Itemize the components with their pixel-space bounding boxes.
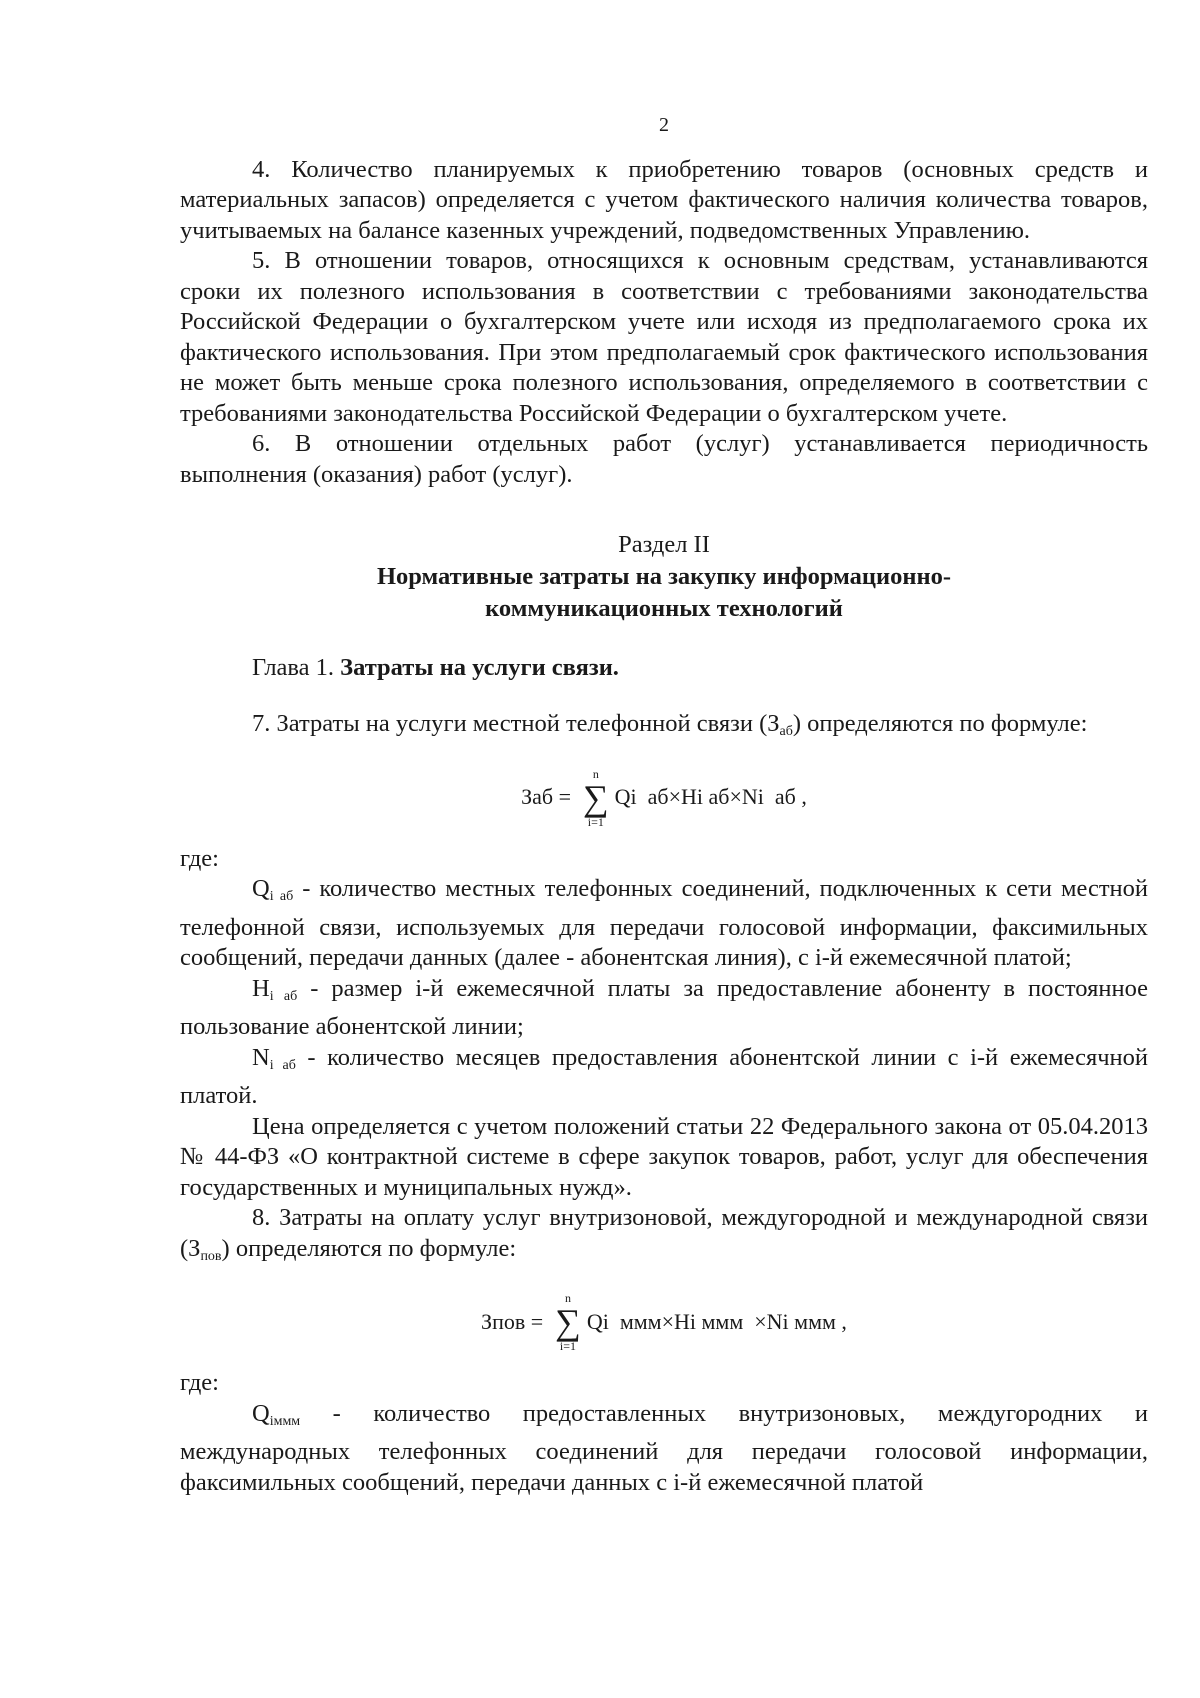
price-paragraph: Цена определяется с учетом положений статьи 22 Федерального закона от 05.04.2013 № 44-ФЗ «О контрактной системе в сфере закупок товаров, работ, услуг для обеспечения государственных и муниципальных нужд».: [180, 1112, 1148, 1201]
definition-q-ab: [180, 874, 1148, 974]
definition-q-mmm: [180, 1399, 1148, 1499]
definition-symbol: H: [252, 974, 270, 1002]
chapter-title: Затраты на услуги связи.: [340, 653, 619, 681]
paragraph-7-text-before: 7. Затраты на услуги местной телефонной связи (З: [252, 710, 780, 737]
formula-1-lhs: Заб =: [521, 784, 571, 810]
definition-subscript: i аб: [269, 889, 294, 904]
formula-long-distance-telephony: [180, 1276, 1148, 1368]
definition-subscript: i аб: [269, 988, 298, 1004]
summation-icon: n ∑ i=1: [555, 1291, 581, 1353]
section-title-line-1: Нормативные затраты на закупку информационно-: [376, 562, 952, 590]
definition-text: - размер i-й ежемесячной платы за предоставление абоненту в постоянное пользование абонентской линии;: [180, 974, 1148, 1040]
where-label-2: где:: [180, 1369, 219, 1396]
section-heading: [180, 530, 1148, 625]
definition-text: - количество местных телефонных соединений, подключенных к сети местной телефонной связи, используемых для передачи голосовой информации, факсимильных сообщений, передачи данных (далее - абонентская линия), с i-й ежемесячной платой;: [180, 875, 1148, 971]
formula-1-upper-limit: n: [592, 766, 599, 781]
formula-2-rhs: Qi ммм×Hi ммм ×Ni ммм ,: [586, 1308, 847, 1334]
paragraph-4: 4. Количество планируемых к приобретению товаров (основных средств и материальных запасов) определяется с учетом фактического наличия количества товаров, учитываемых на балансе казенных учреждений, подведомственных Управлению.: [180, 155, 1148, 244]
definition-text: - количество предоставленных внутризоновых, междугородних и международных телефонных соединений для передачи голосовой информации, факсимильных сообщений, передачи данных с i-й ежемесячной платой: [180, 1399, 1148, 1496]
formula-local-telephony: [180, 752, 1148, 844]
chapter-heading: [180, 653, 1148, 684]
where-label-1: где:: [180, 844, 219, 872]
definition-n-ab: [180, 1043, 1148, 1112]
paragraph-7: [180, 709, 1148, 748]
definition-symbol: Q: [252, 1399, 270, 1427]
formula-2-lhs: Зпов =: [481, 1308, 544, 1334]
formula-2-upper-limit: n: [564, 1291, 571, 1305]
page-number: 2: [659, 114, 669, 136]
paragraph-6: 6. В отношении отдельных работ (услуг) устанавливается периодичность выполнения (оказания) работ (услуг).: [180, 430, 1148, 488]
section-title-line-2: коммуникационных технологий: [485, 594, 843, 622]
definition-subscript: i аб: [269, 1057, 296, 1073]
definition-h-ab: [180, 974, 1148, 1043]
paragraph-8-text-after: ) определяются по формуле:: [221, 1234, 517, 1262]
definition-subscript: iммм: [269, 1413, 301, 1429]
definition-symbol: N: [252, 1043, 270, 1071]
summation-icon: n ∑ i=1: [583, 766, 609, 829]
paragraph-8-subscript: пов: [200, 1248, 222, 1264]
document-page: [180, 110, 1148, 1498]
formula-1-lower-limit: i=1: [587, 814, 604, 829]
definition-text: - количество месяцев предоставления абонентской линии с i-й ежемесячной платой.: [180, 1043, 1149, 1109]
section-label: Раздел II: [618, 531, 710, 558]
definition-symbol: Q: [252, 875, 270, 902]
chapter-prefix: Глава 1.: [252, 653, 335, 681]
paragraph-8: [180, 1203, 1148, 1272]
paragraph-7-subscript: аб: [779, 724, 793, 739]
paragraph-5: 5. В отношении товаров, относящихся к основным средствам, устанавливаются сроки их полезного использования в соответствии с требованиями законодательства Российской Федерации о бухгалтерском учете или исходя из предполагаемого срока их фактического использования. При этом предполагаемый срок фактического использования не может быть меньше срока полезного использования, определяемого в соответствии с требованиями законодательства Российской Федерации о бухгалтерском учете.: [180, 247, 1148, 427]
paragraph-8-text-before: 8. Затраты на оплату услуг внутризоновой, междугородной и международной связи (З: [180, 1204, 1148, 1262]
formula-2-lower-limit: i=1: [559, 1339, 577, 1353]
formula-1-rhs: Qi аб×Hi аб×Ni аб ,: [614, 784, 807, 810]
paragraph-7-text-after: ) определяются по формуле:: [792, 710, 1088, 737]
